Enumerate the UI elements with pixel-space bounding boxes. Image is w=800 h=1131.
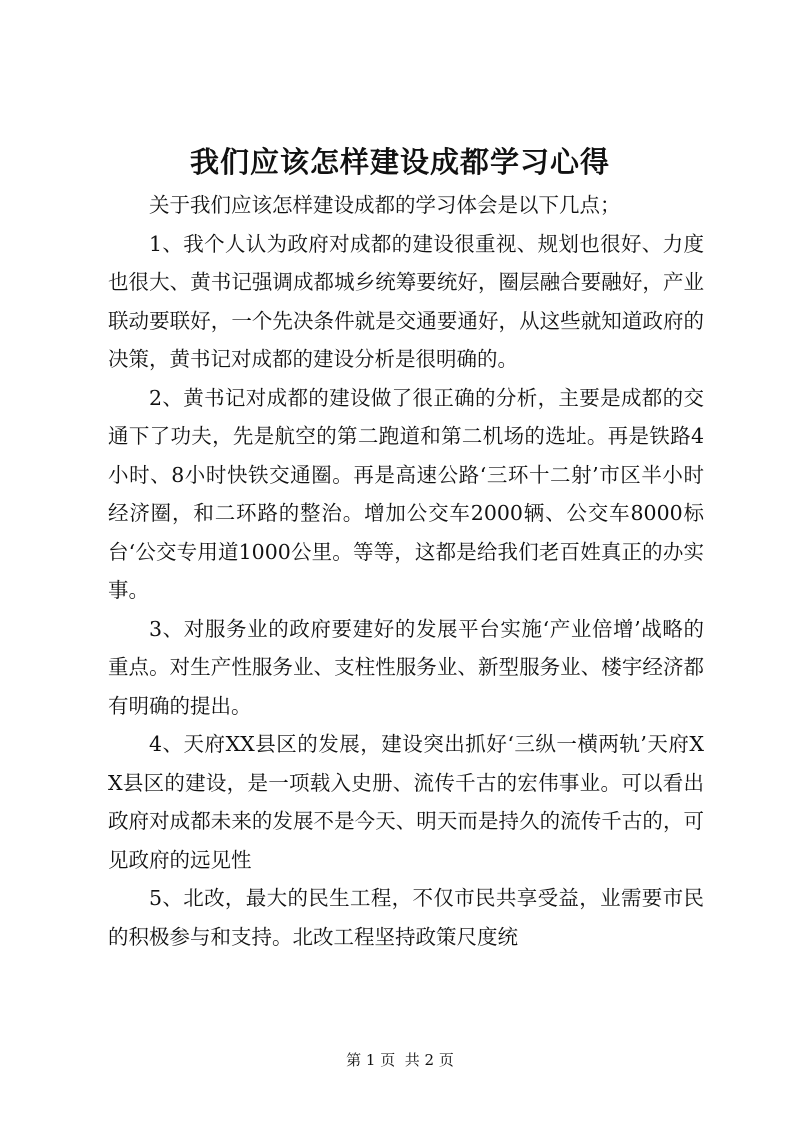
paragraph-point-4: 4、天府XX县区的发展，建设突出抓好‘三纵一横两轨’天府XX县区的建设，是一项载入史册、流传千古的宏伟事业。可以看出政府对成都未来的发展不是今天、明天而是持久的流传千古的，可见政府的远见性 — [108, 732, 704, 872]
document-body — [108, 186, 704, 956]
paragraph-point-2: 2、黄书记对成都的建设做了很正确的分析，主要是成都的交通下了功夫，先是航空的第二跑道和第二机场的选址。再是铁路4小时、8小时快铁交通圈。再是高速公路‘三环十二射’市区半小时经济圈，和二环路的整治。增加公交车2000辆、公交车8000标台‘公交专用道1000公里。等等，这都是给我们老百姓真正的办实事。 — [108, 385, 704, 602]
page-number-footer: 第 1 页 共 2 页 — [346, 1051, 454, 1069]
paragraph-point-3: 3、对服务业的政府要建好的发展平台实施‘产业倍增’战略的重点。对生产性服务业、支柱性服务业、新型服务业、楼宇经济都有明确的提出。 — [108, 616, 704, 718]
paragraph-point-5: 5、北改，最大的民生工程，不仅市民共享受益，业需要市民的积极参与和支持。北改工程坚持政策尺度统 — [108, 886, 704, 949]
document-title: 我们应该怎样建设成都学习心得 — [189, 145, 610, 179]
paragraph-point-1: 1、我个人认为政府对成都的建设很重视、规划也很好、力度也很大、黄书记强调成都城乡统筹要统好，圈层融合要融好，产业联动要联好，一个先决条件就是交通要通好，从这些就知道政府的决策，黄书记对成都的建设分析是很明确的。 — [108, 231, 704, 371]
paragraph-intro: 关于我们应该怎样建设成都的学习体会是以下几点； — [149, 193, 621, 217]
